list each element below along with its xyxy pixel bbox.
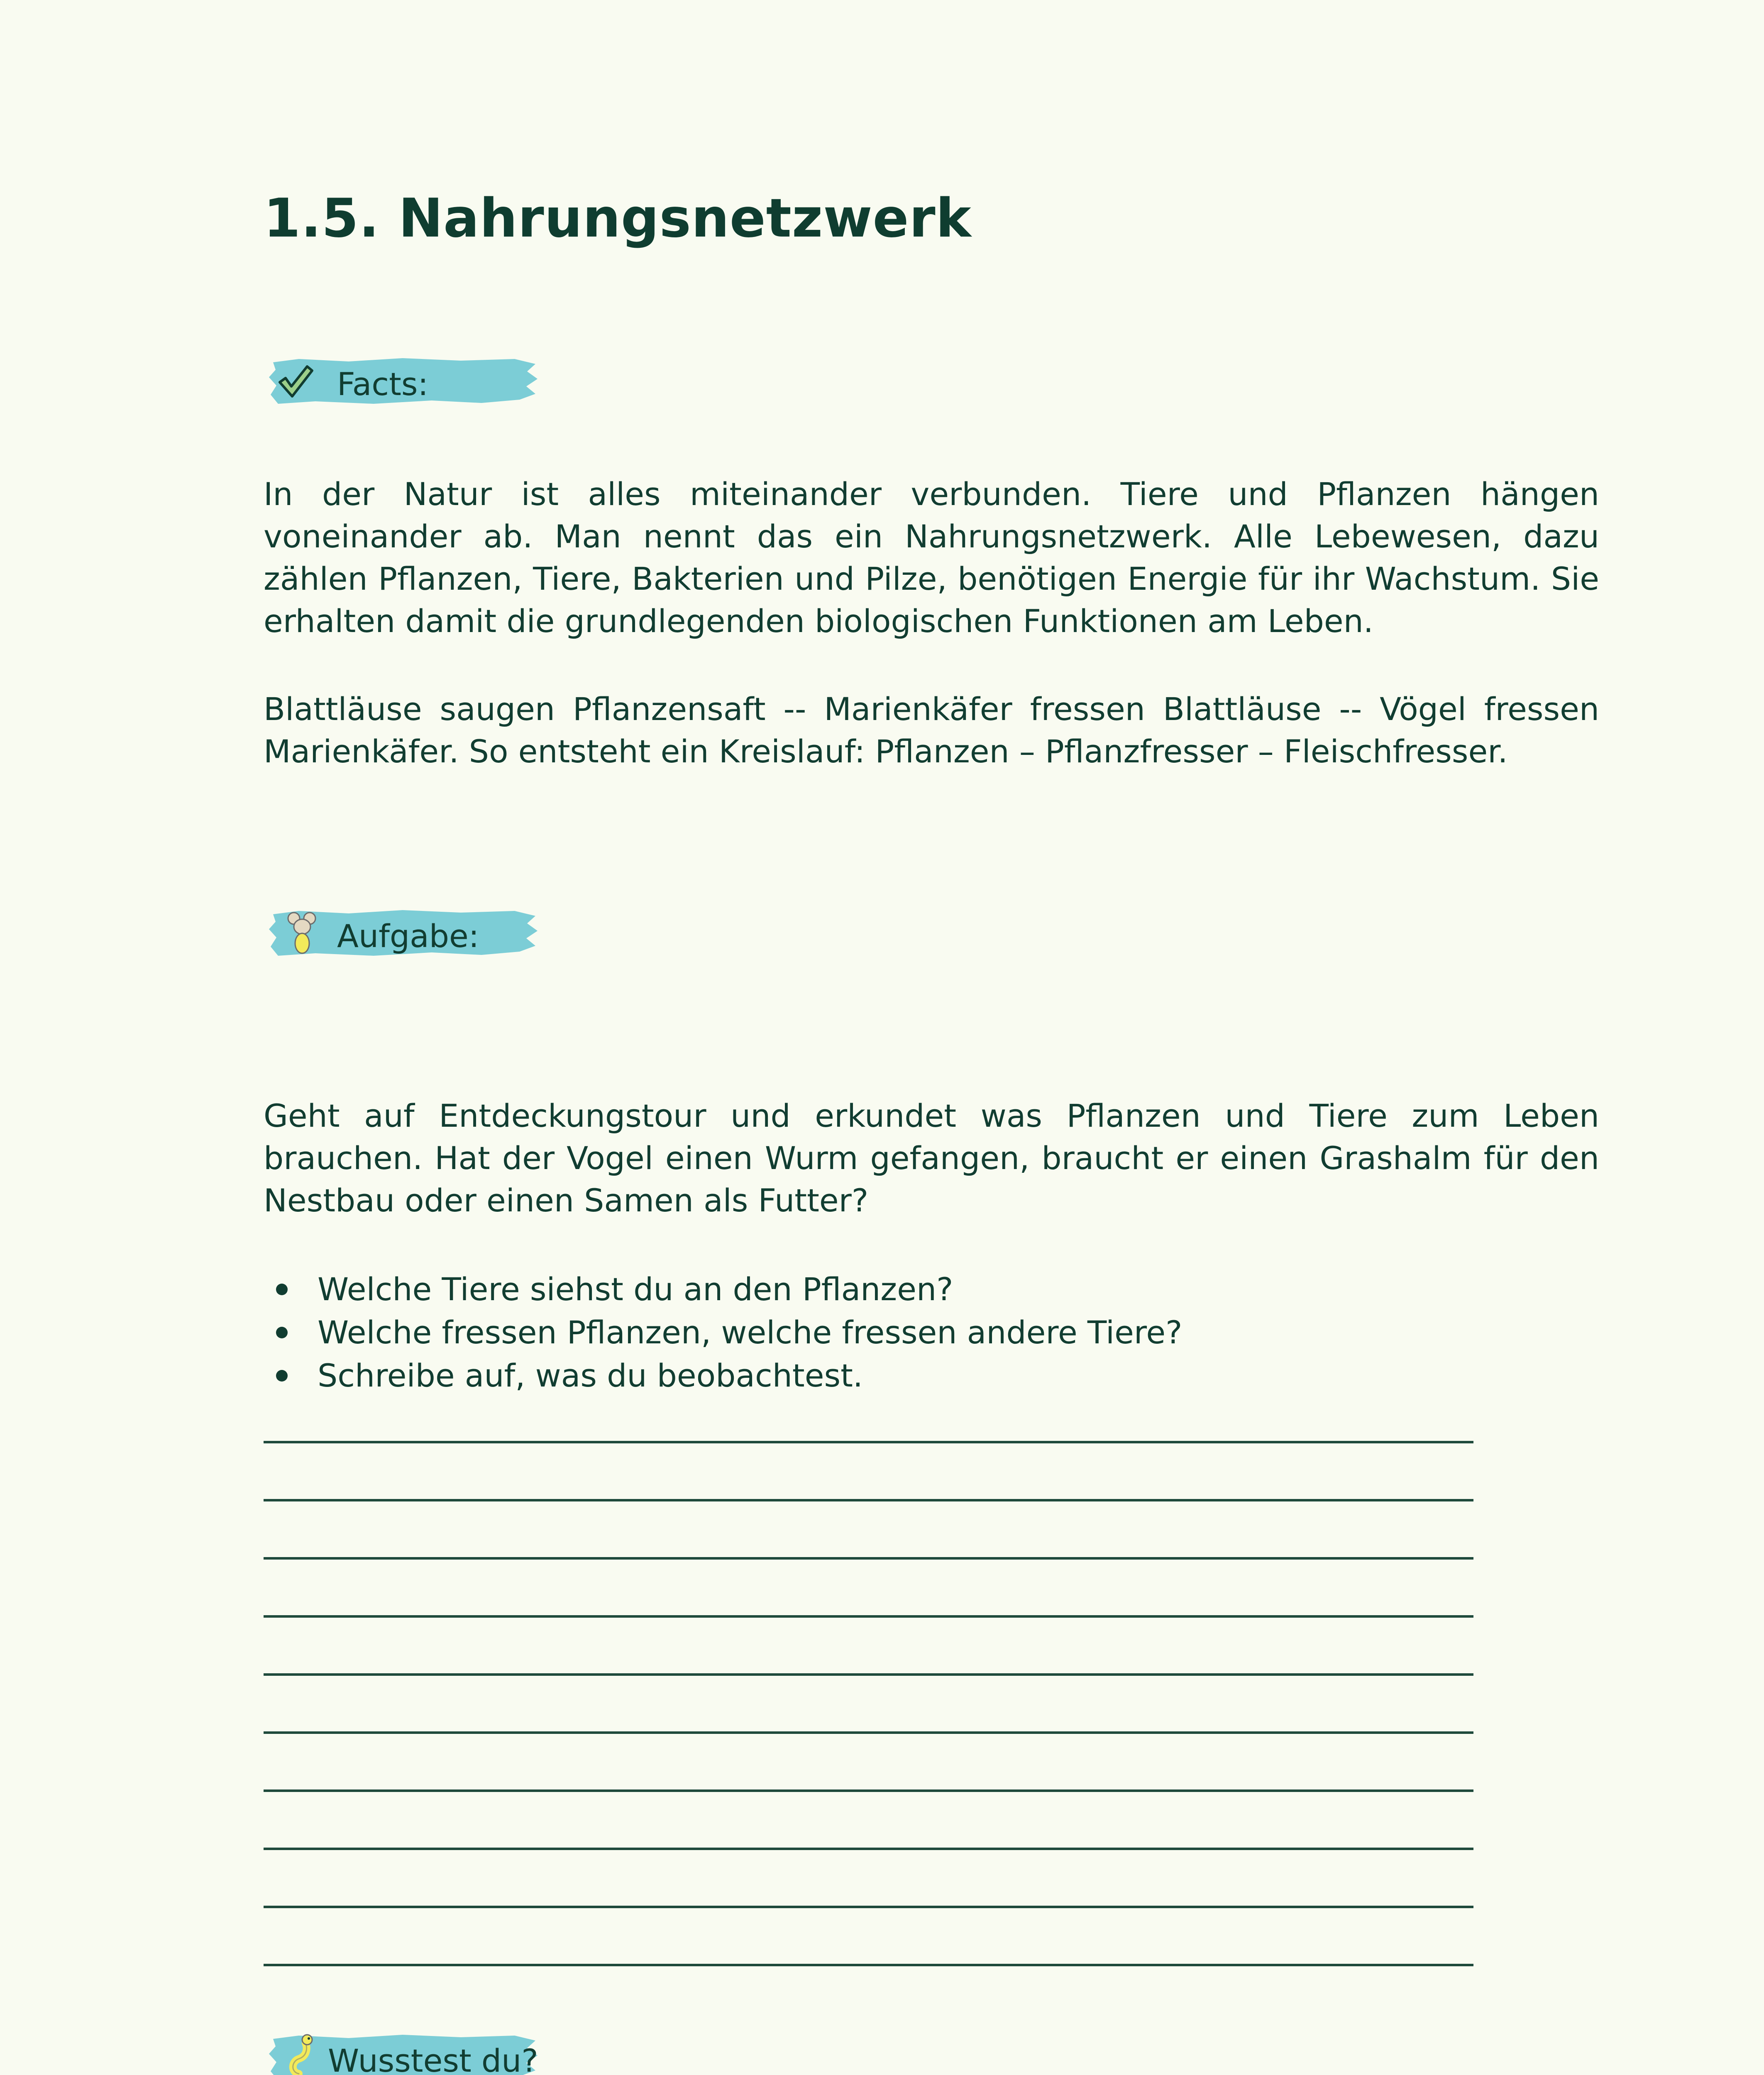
writing-line[interactable] [264, 1443, 1473, 1501]
task-label-badge [266, 907, 540, 962]
writing-line[interactable] [264, 1908, 1473, 1966]
list-item: Welche Tiere siehst du an den Pflanzen? [264, 1268, 1509, 1311]
writing-line[interactable] [264, 1850, 1473, 1908]
writing-line[interactable] [264, 1734, 1473, 1792]
facts-paragraph: In der Natur ist alles miteinander verbunden. Tiere und Pflanzen hängen voneinander ab. Man nennt das ein Nahrungsnetzwerk. Alle Lebewesen, dazu zählen Pflanzen, Tiere, Bakterien und Pilze, benötigen Energie für ihr Wachstum. Sie erhalten damit die grundlegenden biologischen Funktionen am Leben. [264, 476, 1599, 640]
writing-line[interactable] [264, 1792, 1473, 1850]
task-intro: Geht auf Entdeckungstour und erkundet was Pflanzen und Tiere zum Leben brauchen. Hat der Vogel einen Wurm gefangen, braucht er einen Grashalm für den Nestbau oder einen Samen als Futter? [264, 1097, 1599, 1219]
writing-line[interactable] [264, 1618, 1473, 1676]
list-item: Schreibe auf, was du beobachtest. [264, 1354, 1509, 1397]
worm-icon [286, 2032, 324, 2075]
facts-paragraph: Blattläuse saugen Pflanzensaft -- Marienkäfer fressen Blattläuse -- Vögel fressen Marienkäfer. So entsteht ein Kreislauf: Pflanzen – Pflanzfresser – Fleischfresser. [264, 691, 1599, 770]
writing-lines[interactable] [264, 1440, 1473, 1966]
writing-line[interactable] [264, 1560, 1473, 1618]
facts-label-badge [266, 355, 540, 410]
facts-label-text: Facts: [337, 366, 429, 403]
writing-line[interactable] [264, 1440, 1473, 1443]
did-you-know-label-text: Wusstest du? [328, 2042, 538, 2075]
writing-line[interactable] [264, 1501, 1473, 1560]
checkmark-icon [276, 363, 314, 400]
task-bullet-list [264, 1268, 1509, 1397]
list-item: Welche fressen Pflanzen, welche fressen andere Tiere? [264, 1311, 1509, 1354]
page-title: 1.5. Nahrungsnetzwerk [264, 188, 972, 249]
writing-line[interactable] [264, 1676, 1473, 1734]
did-you-know-badge [266, 2031, 540, 2075]
task-label-text: Aufgabe: [337, 918, 479, 954]
mouse-icon [286, 910, 319, 956]
